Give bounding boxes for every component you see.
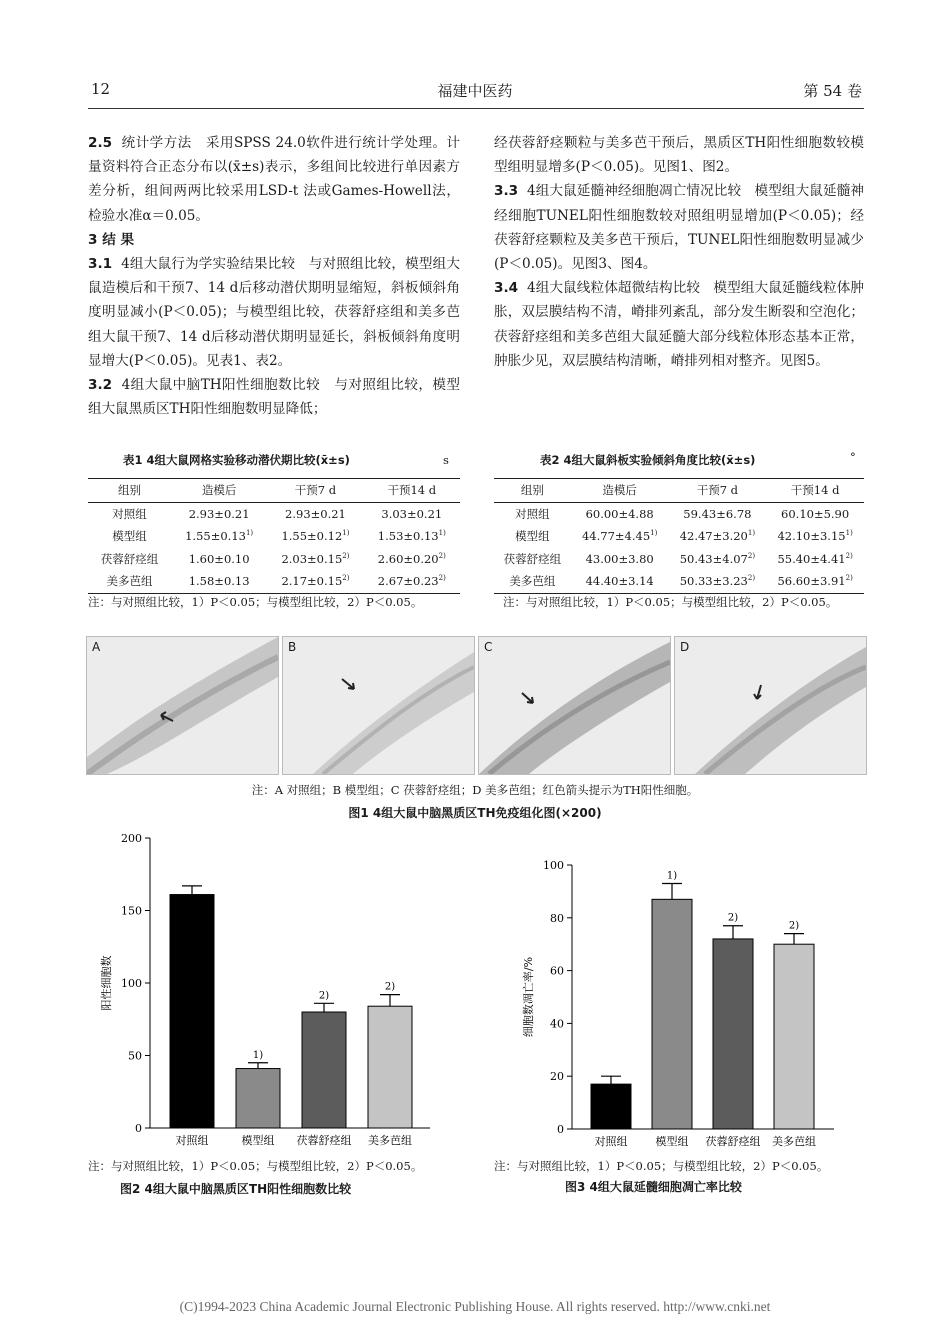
section-title: 4组大鼠线粒体超微结构比较 [526, 280, 701, 297]
table-cell: $2.03\pm 0.15^{2)}$ [281, 551, 350, 566]
micrograph-a [87, 637, 278, 774]
table1-unit: s [443, 453, 449, 467]
significance-mark: 2) [342, 574, 350, 583]
table-header-row [88, 479, 460, 503]
table-cell: 44.40±3.14 [585, 574, 654, 589]
section-number: 2.5 [88, 135, 113, 151]
y-tick-label: 200 [121, 832, 142, 845]
section-number: 3.1 [88, 256, 113, 273]
figure3-chart [494, 848, 864, 1158]
category-label: 对照组 [175, 1134, 209, 1147]
y-tick-label: 20 [550, 1070, 564, 1084]
y-tick-label: 150 [121, 904, 142, 918]
table-row [88, 525, 460, 548]
table-cell: $1.55\pm 0.12^{1)}$ [281, 529, 350, 544]
significance-label: 1) [666, 870, 678, 882]
y-tick-label: 0 [557, 1123, 564, 1136]
table2 [494, 478, 864, 594]
paragraph-text: 与对照组比较，模型组大鼠黑质区TH阳性细胞数明显降低； [88, 377, 461, 418]
table2-unit: ° [850, 450, 856, 464]
figure1-note: 注：A 对照组；B 模型组；C 茯蓉舒痉组；D 美多芭组；红色箭头提示为TH阳性细胞。 [251, 783, 699, 797]
figure2-caption: 图2 4组大鼠中脑黑质区TH阳性细胞数比较 [120, 1182, 352, 1196]
figure1-caption: 图1 4组大鼠中脑黑质区TH免疫组化图(×200) [348, 806, 602, 820]
significance-mark: 1) [845, 529, 853, 538]
paragraph-3-4 [494, 276, 864, 373]
micrograph-b [283, 637, 474, 774]
arrow-icon [342, 679, 354, 689]
micrograph-c [479, 637, 670, 774]
table2-note: 注：与对照组比较，1）P＜0.05；与模型组比较，2）P＜0.05。 [503, 595, 838, 609]
table-header-cell: 干预14 d [387, 483, 437, 498]
table-cell: 60.00±4.88 [585, 506, 654, 521]
table-cell-group: 模型组 [515, 529, 550, 544]
significance-mark: 2) [747, 574, 756, 583]
header-rule [88, 108, 864, 109]
bar [713, 939, 753, 1129]
y-tick-label: 50 [128, 1049, 142, 1063]
table-cell: 2.93±0.21 [285, 506, 346, 521]
category-label: 茯蓉舒痉组 [296, 1134, 352, 1147]
bar [591, 1084, 631, 1129]
y-tick-label: 100 [121, 977, 142, 990]
significance-label: 1) [252, 1049, 264, 1061]
table-row [494, 570, 864, 593]
section-number: 3.3 [494, 183, 519, 200]
y-axis-label: 细胞数凋亡率/% [522, 956, 535, 1038]
section-number: 3.4 [494, 280, 519, 297]
paragraph-3-3 [494, 179, 864, 276]
figure3-caption: 图3 4组大鼠延髓细胞凋亡率比较 [565, 1180, 742, 1194]
table-cell: $56.60\pm 3.91^{2)}$ [777, 574, 853, 589]
table1-note: 注：与对照组比较，1）P＜0.05；与模型组比较，2）P＜0.05。 [88, 595, 423, 609]
significance-mark: 2) [438, 551, 446, 560]
significance-mark: 2) [747, 551, 756, 560]
paragraph-3-1 [88, 252, 460, 373]
y-tick-label: 80 [550, 911, 564, 925]
table-header-cell: 干预7 d [294, 483, 337, 498]
table-cell-group: 美多芭组 [106, 574, 153, 589]
table-cell-group: 对照组 [112, 506, 147, 521]
section-title: 4组大鼠行为学实验结果比较 [121, 256, 296, 273]
bar [652, 899, 692, 1129]
table-row [494, 548, 864, 571]
category-label: 模型组 [241, 1134, 275, 1147]
table-cell: $42.47\pm 3.20^{1)}$ [679, 529, 756, 544]
table-cell: $1.53\pm 0.13^{1)}$ [377, 529, 446, 544]
copyright-footer: (C)1994-2023 China Academic Journal Electronic Publishing House. All rights reserved. http://www.cnki.net [179, 1299, 771, 1314]
table1 [88, 478, 460, 594]
table-cell-group: 美多芭组 [509, 574, 556, 589]
table-cell: 3.03±0.21 [381, 506, 443, 521]
y-tick-label: 40 [550, 1017, 564, 1031]
significance-mark: 1) [747, 529, 756, 538]
left-column [88, 131, 460, 421]
table-header-cell: 组别 [520, 483, 544, 498]
paragraph-text: 采用SPSS 24.0软件进行统计学处理。计量资料符合正态分布以(x̄±s)表示，多组间比较进行单因素方差分析，组间两两比较采用LSD-t 法或Games-Howell法，检验水准α＝0.05。 [88, 135, 460, 224]
category-label: 美多芭组 [772, 1135, 816, 1148]
table1-caption: 表1 4组大鼠网格实验移动潜伏期比较(x̄±s) [123, 453, 350, 467]
significance-label: 2) [727, 912, 739, 924]
significance-mark: 1) [245, 529, 254, 538]
figure1-panel-d [674, 636, 867, 775]
bar [368, 1006, 412, 1128]
micrograph-d [675, 637, 866, 774]
significance-label: 2) [318, 990, 330, 1002]
table2-caption: 表2 4组大鼠斜板实验倾斜角度比较(x̄±s) [540, 453, 756, 467]
figure2-note: 注：与对照组比较，1）P＜0.05；与模型组比较，2）P＜0.05。 [88, 1159, 423, 1173]
panel-label-b: B [288, 640, 297, 654]
paragraph-text: 模型组大鼠延髓线粒体肿胀，双层膜结构不清，嵴排列紊乱，部分发生断裂和空泡化；茯蓉舒痉组和美多芭组大鼠延髓大部分线粒体形态基本正常，肿胀少见，双层膜结构清晰，嵴排列相对整齐。见图5。 [494, 280, 864, 369]
table-cell: $44.77\pm 4.45^{1)}$ [581, 529, 658, 544]
table-row [88, 548, 460, 571]
figure1-panel-a [86, 636, 279, 775]
y-tick-label: 100 [543, 859, 564, 872]
table-row [88, 570, 460, 593]
category-label: 对照组 [594, 1135, 628, 1148]
table-cell-group: 对照组 [515, 506, 550, 521]
volume-label: 第 54 卷 [803, 82, 862, 100]
table-header-cell: 造模后 [602, 483, 637, 498]
bar [302, 1012, 346, 1128]
paragraph-3-2 [88, 373, 460, 421]
section-title: 4组大鼠延髓神经细胞凋亡情况比较 [526, 183, 742, 200]
paragraph-text: 与对照组比较，模型组大鼠造模后和干预7、14 d后移动潜伏期明显缩短，斜板倾斜角度明显减小(P＜0.05)；与模型组比较，茯蓉舒痉组和美多芭组大鼠干预7、14 d后移动潜伏期明显延长，斜板倾斜角度明显增大(P＜0.05)。见表1、表2。 [88, 256, 460, 369]
paragraph-2-5 [88, 131, 460, 228]
category-label: 茯蓉舒痉组 [705, 1135, 761, 1148]
figure2-chart [88, 828, 460, 1158]
section-title: 4组大鼠中脑TH阳性细胞数比较 [121, 377, 321, 394]
table-cell: $42.10\pm 3.15^{1)}$ [777, 529, 853, 544]
table-header-cell: 干预14 d [790, 483, 840, 498]
table-cell: 43.00±3.80 [585, 551, 654, 566]
paragraph-3-2-cont: 经茯蓉舒痉颗粒与美多芭干预后，黑质区TH阳性细胞数较模型组明显增多(P＜0.05)。见图1、图2。 [494, 135, 864, 176]
table-row [494, 525, 864, 548]
table-cell: 59.43±6.78 [683, 506, 752, 521]
figure3-note: 注：与对照组比较，1）P＜0.05；与模型组比较，2）P＜0.05。 [494, 1159, 829, 1173]
table-header-cell: 造模后 [201, 483, 237, 498]
table-row [494, 502, 864, 525]
table-cell-group: 模型组 [112, 529, 147, 544]
bar [236, 1069, 280, 1128]
section-title: 统计学方法 [121, 135, 192, 151]
table-cell: $2.67\pm 0.23^{2)}$ [377, 574, 446, 589]
bar [170, 895, 214, 1128]
arrow-icon [754, 685, 761, 699]
significance-label: 2) [788, 920, 800, 932]
category-label: 美多芭组 [368, 1134, 412, 1147]
paragraph-text: 模型组大鼠延髓神经细胞TUNEL阳性细胞数较对照组明显增加(P＜0.05)；经茯蓉舒痉颗粒及美多芭干预后，TUNEL阳性细胞数明显减少(P＜0.05)。见图3、图4。 [494, 183, 864, 273]
table-cell-group: 茯蓉舒痉组 [100, 551, 159, 566]
category-label: 模型组 [655, 1135, 689, 1148]
figure1-panel-b [282, 636, 475, 775]
table-cell: 60.10±5.90 [781, 506, 850, 521]
table-cell: $50.33\pm 3.23^{2)}$ [679, 574, 756, 589]
significance-mark: 2) [438, 574, 446, 583]
bar [774, 944, 814, 1129]
y-axis-label: 阳性细胞数 [100, 955, 113, 1011]
journal-title: 福建中医药 [437, 82, 513, 100]
table-cell: 1.60±0.10 [188, 551, 250, 566]
page-number: 12 [91, 80, 111, 98]
significance-mark: 2) [845, 574, 853, 583]
significance-mark: 1) [650, 529, 658, 538]
table-header-row [494, 479, 864, 503]
results-heading: 3 结 果 [88, 231, 135, 248]
table-row [88, 502, 460, 525]
significance-mark: 1) [438, 529, 446, 538]
table-cell: $50.43\pm 4.07^{2)}$ [679, 551, 756, 566]
table-header-cell: 干预7 d [696, 483, 739, 498]
table-cell: $2.60\pm 0.20^{2)}$ [377, 551, 446, 566]
figure1-panel-c [478, 636, 671, 775]
section-number: 3.2 [88, 377, 113, 394]
significance-label: 2) [384, 981, 396, 993]
table-cell: $55.40\pm 4.41^{2)}$ [777, 551, 853, 566]
right-column [494, 131, 864, 373]
significance-mark: 2) [845, 551, 853, 560]
panel-label-c: C [484, 640, 493, 654]
arrow-icon [522, 693, 533, 703]
y-tick-label: 60 [550, 964, 564, 978]
table-cell: $2.17\pm 0.15^{2)}$ [281, 574, 350, 589]
significance-mark: 1) [342, 529, 350, 538]
y-tick-label: 0 [135, 1122, 142, 1135]
table-cell: 1.58±0.13 [188, 574, 250, 589]
table-header-cell: 组别 [117, 483, 141, 498]
panel-label-d: D [680, 640, 690, 654]
table-cell: $1.55\pm 0.13^{1)}$ [185, 529, 254, 544]
table-cell: 2.93±0.21 [188, 506, 250, 521]
significance-mark: 2) [342, 551, 350, 560]
panel-label-a: A [92, 640, 101, 654]
table-cell-group: 茯蓉舒痉组 [503, 551, 562, 566]
